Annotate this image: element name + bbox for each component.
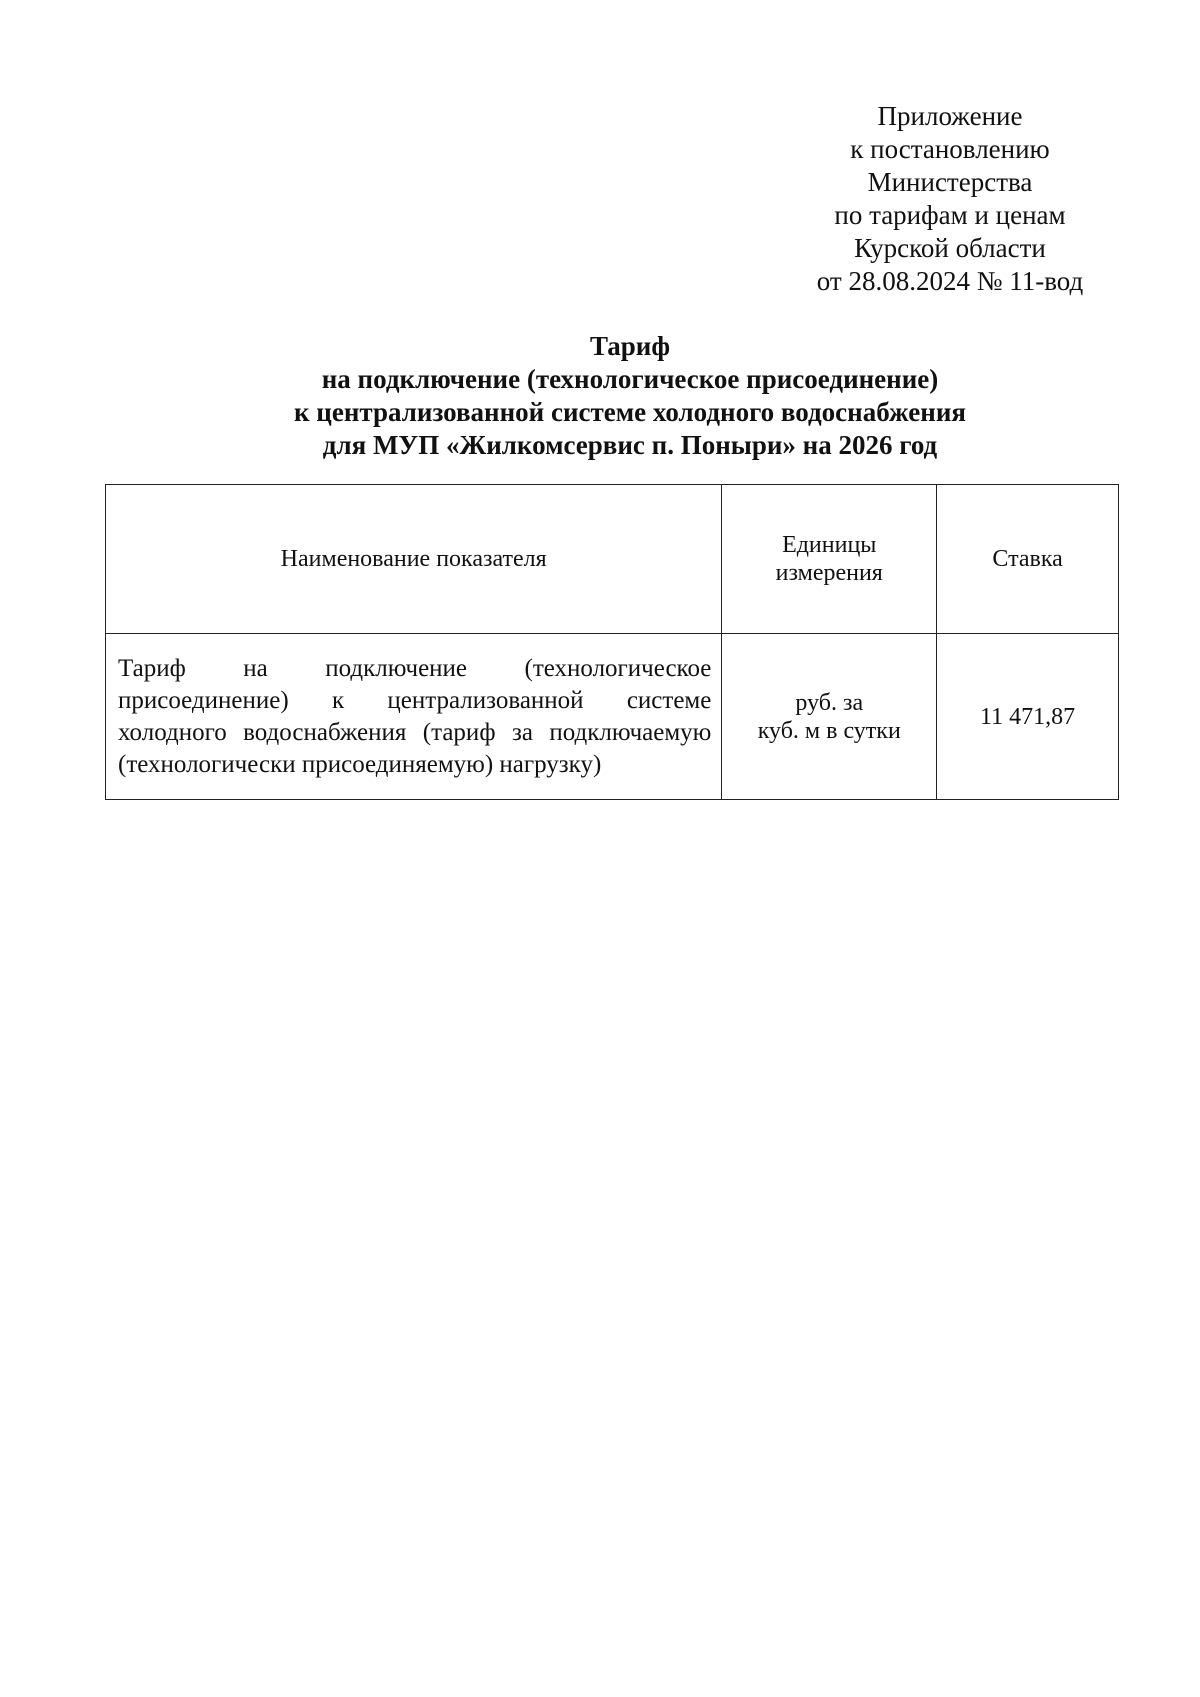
appendix-line: Курской области: [854, 233, 1046, 263]
row-name-cell: Тариф на подключение (технологическое присоединение) к централизованной системе холодного водоснабжения (тариф за подключаемую (технологически присоединяемую) нагрузку): [106, 634, 722, 800]
appendix-date-number: от 28.08.2024 № 11-вод: [816, 266, 1084, 296]
appendix-header: [800, 100, 1100, 298]
title-line: на подключение (технологическое присоединение): [321, 364, 939, 394]
header-unit-line: измерения: [775, 560, 883, 586]
appendix-line: Приложение: [877, 101, 1023, 131]
tariff-table: [105, 484, 1119, 800]
title-line: для МУП «Жилкомсервис п. Поныри» на 2026 год: [322, 430, 938, 460]
title-line: Тариф: [589, 331, 671, 361]
header-unit: [722, 485, 937, 634]
header-name: Наименование показателя: [106, 485, 722, 634]
row-unit-line: куб. м в сутки: [757, 717, 901, 744]
row-unit-line: руб. за: [795, 689, 864, 716]
header-unit-line: Единицы: [782, 532, 877, 558]
table-row: [106, 634, 1119, 800]
appendix-line: Министерства: [867, 167, 1033, 197]
row-rate-cell: 11 471,87: [937, 634, 1119, 800]
row-unit-cell: [722, 634, 937, 800]
header-rate: Ставка: [937, 485, 1119, 634]
title-line: к централизованной системе холодного водоснабжения: [294, 397, 966, 427]
document-title: [150, 330, 1110, 462]
appendix-line: по тарифам и ценам: [834, 200, 1066, 230]
appendix-line: к постановлению: [850, 134, 1050, 164]
table-header-row: [106, 485, 1119, 634]
